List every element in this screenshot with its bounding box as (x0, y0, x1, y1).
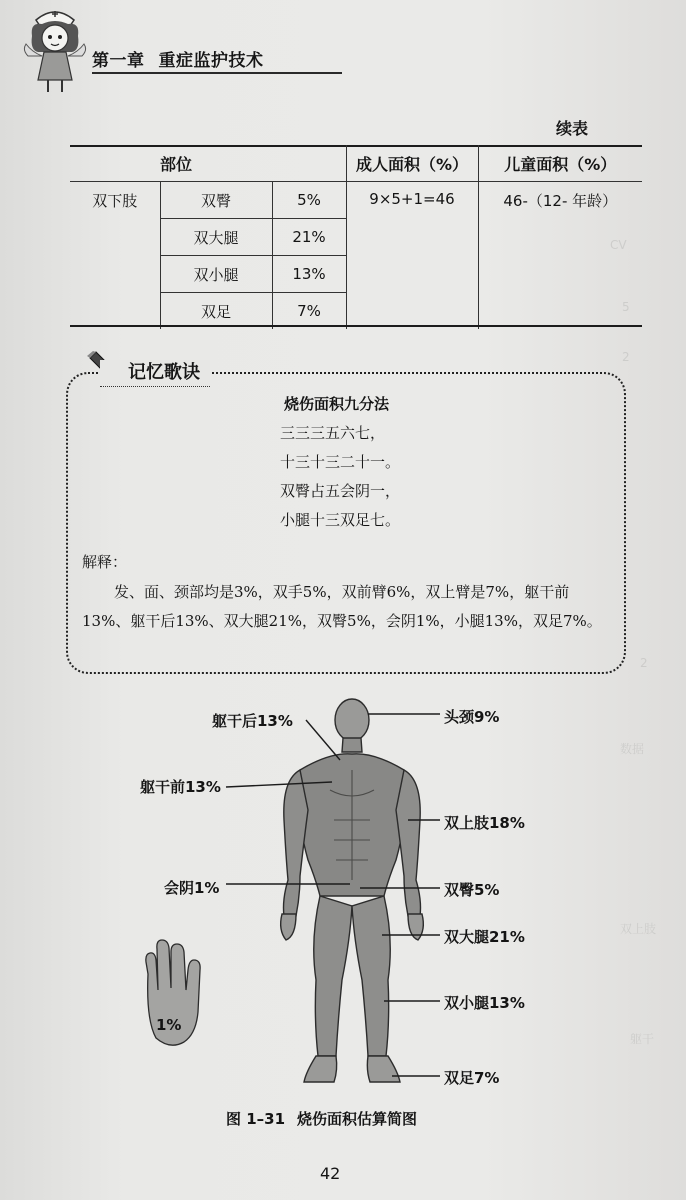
memory-tag: 记忆歌诀 (100, 360, 210, 387)
cell-pct: 13% (272, 256, 346, 293)
cell-part: 双小腿 (160, 256, 272, 293)
cell-pct: 21% (272, 219, 346, 256)
chapter-heading (92, 46, 264, 71)
cell-pct: 7% (272, 293, 346, 330)
poem-line: 三三三五六七， (280, 424, 386, 442)
cell-child-total: 46-（12- 年龄） (503, 192, 618, 210)
poem-line: 十三十三二十一。 (280, 453, 401, 471)
label-thighs: 双大腿21% (444, 928, 525, 946)
chapter-number: 第一章 (92, 51, 145, 71)
poem-line: 小腿十三双足七。 (280, 511, 401, 529)
col-header-child-area: 儿童面积（%） (478, 145, 642, 182)
figure-title: 烧伤面积估算简图 (297, 1110, 418, 1128)
explanation-label: 解释： (82, 553, 128, 571)
table-row (70, 182, 642, 219)
chapter-title: 重症监护技术 (158, 51, 264, 71)
table-bottom-rule (70, 325, 642, 327)
cell-part: 双臀 (160, 182, 272, 219)
continued-label: 续表 (556, 119, 589, 138)
nurse-mascot-icon (22, 6, 88, 96)
cell-part: 双大腿 (160, 219, 272, 256)
figure-number: 图 1–31 (226, 1110, 286, 1128)
header-rule (92, 72, 342, 74)
table-header-row (70, 145, 642, 182)
label-head-neck: 头颈9% (444, 708, 500, 726)
poem (280, 390, 400, 535)
poem-line: 双臀占五会阴一， (280, 482, 401, 500)
cell-adult-total: 9×5+1=46 (346, 182, 478, 330)
label-feet: 双足7% (444, 1069, 500, 1087)
label-palm: 1% (156, 1016, 182, 1034)
label-perineum: 会阴1% (164, 879, 220, 897)
body-diagram (0, 690, 686, 1100)
label-buttocks: 双臀5% (444, 881, 500, 899)
col-header-part: 部位 (70, 145, 346, 182)
poem-title: 烧伤面积九分法 (284, 395, 390, 413)
figure-caption (226, 1108, 417, 1129)
cell-pct: 5% (272, 182, 346, 219)
col-header-adult-area: 成人面积（%） (346, 145, 478, 182)
page-number: 42 (320, 1164, 341, 1183)
burn-area-table (70, 145, 642, 329)
label-calves: 双小腿13% (444, 994, 525, 1012)
label-torso-back: 躯干后13% (212, 712, 293, 730)
cell-part: 双足 (160, 293, 272, 330)
human-body-figure (281, 699, 424, 1082)
label-torso-front: 躯干前13% (140, 778, 221, 796)
label-upper-limbs: 双上肢18% (444, 814, 525, 832)
book-page: CV 5 2 2 数据 双上肢 躯干 第一章 重症监护技术 续表 部位 成人面积（%） 儿童面积（%） 双下肢 双臀 5% 9×5+1=46 46-（12- 年龄） 双大腿 21% 双小腿 13% 双足 7% 记忆歌诀 烧伤面积九分法 三三三五六七， 十三十三二十一。 双臀占五会阴一， 小腿十三双足七。 解释： 发、面、颈部均是3%，双手5%，双前臂6%，双上臂是7%，躯干前13%、躯干后13%、双大腿21%，双臀5%，会阴1%，小腿13%，双足7%。 躯干后13% 躯干前13% 会阴1% 头颈9% 双上肢18% 双臀5% 双大腿21% 双小腿13% 双足7% 1% 图 1–31 烧伤面积估算简图 42 (0, 0, 686, 1200)
cell-group: 双下肢 (70, 182, 160, 330)
explanation-text: 发、面、颈部均是3%，双手5%，双前臂6%，双上臂是7%，躯干前13%、躯干后13%、双大腿21%，双臀5%，会阴1%，小腿13%，双足7%。 (82, 583, 602, 630)
